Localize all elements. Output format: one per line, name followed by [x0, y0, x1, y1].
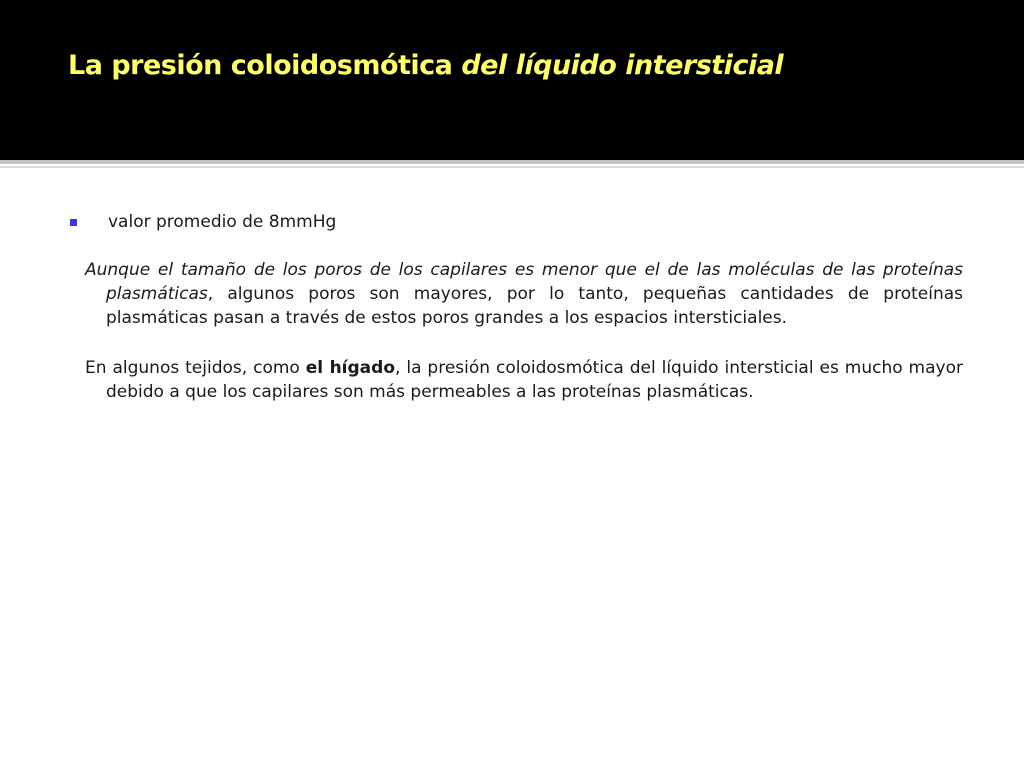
bullet-item: [70, 209, 336, 235]
paragraph-liver-after: , la presión coloidosmótica del líquido intersticial es mucho mayor debido a que los capilares son más permeables a las proteínas plasmáticas.: [106, 358, 963, 402]
paragraph-pore-size: [85, 258, 963, 330]
paragraph-liver-bold: el hígado: [305, 358, 395, 378]
title-separator: [0, 160, 1024, 164]
paragraph-pore-size-italic: Aunque el tamaño de los poros de los capilares es menor que el de las moléculas de las proteínas plasmáticas: [85, 260, 963, 304]
slide-title-italic: del líquido intersticial: [461, 50, 784, 81]
paragraph-liver-before: En algunos tejidos, como: [85, 358, 306, 378]
paragraph-pore-size-rest: , algunos poros son mayores, por lo tanto, pequeñas cantidades de proteínas plasmáticas pasan a través de estos poros grandes a los espacios intersticiales.: [106, 284, 963, 328]
bullet-text: valor promedio de 8mmHg: [108, 212, 337, 232]
slide-title-main: La presión coloidosmótica: [68, 50, 462, 81]
title-separator-thin: [0, 166, 1024, 168]
square-bullet-icon: [70, 219, 77, 226]
slide-title: [68, 50, 783, 81]
paragraph-liver: [85, 356, 963, 404]
title-bar: [0, 0, 1024, 160]
